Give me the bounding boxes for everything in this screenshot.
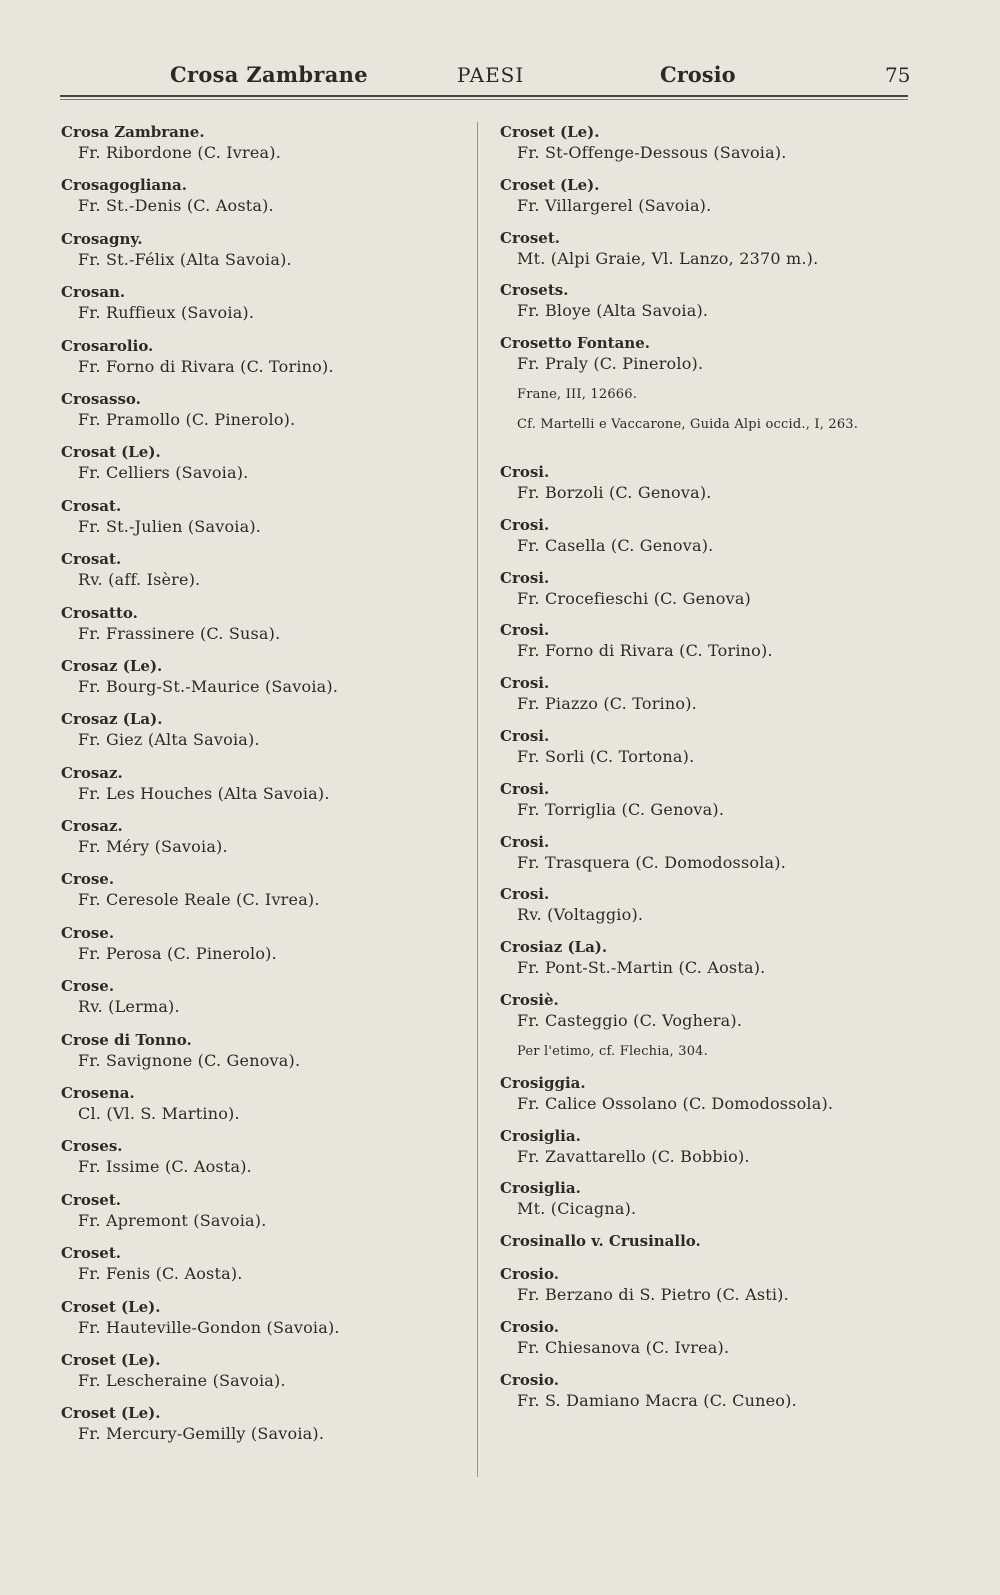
list-item (500, 779, 920, 832)
list-item (61, 1350, 466, 1403)
note-text: Frane, III, 12666. (517, 386, 638, 402)
list-item (61, 923, 466, 976)
list-item (500, 228, 920, 281)
entry-headword: Croset. (61, 1190, 121, 1209)
entry-headword: Crosat (Le). (61, 443, 161, 462)
list-item (61, 442, 466, 495)
entry-headword: Crosagny. (61, 229, 143, 248)
list-item (61, 656, 466, 709)
list-item (500, 620, 920, 673)
header-left-title: Crosa Zambrane (170, 62, 368, 87)
entry-headword: Crosiè. (500, 990, 559, 1009)
entry-detail: Fr. Crocefieschi (C. Genova) (517, 588, 751, 608)
entry-detail: Fr. S. Damiano Macra (C. Cuneo). (517, 1390, 797, 1410)
entry-headword: Croset. (500, 228, 560, 247)
entry-headword: Crosiaz (La). (500, 938, 608, 957)
entry-detail: Fr. St.-Félix (Alta Savoia). (78, 249, 292, 269)
list-item (61, 389, 466, 442)
entry-detail: Rv. (Voltaggio). (517, 905, 644, 925)
list-item (500, 1231, 920, 1264)
entry-headword: Crosi. (500, 779, 550, 798)
entry-headword: Crosio. (500, 1317, 559, 1336)
entry-detail: Fr. Sorli (C. Tortona). (517, 746, 695, 766)
entry-headword: Crosi. (500, 568, 550, 587)
entry-detail: Fr. Casella (C. Genova). (517, 535, 714, 555)
entry-headword: Crosan. (61, 283, 126, 302)
entry-detail: Fr. Savignone (C. Genova). (78, 1050, 301, 1070)
entry-detail: Fr. Fenis (C. Aosta). (78, 1264, 243, 1284)
entry-detail: Fr. Perosa (C. Pinerolo). (78, 943, 277, 963)
entry-headword: Croset. (61, 1244, 121, 1263)
entry-headword: Crosagogliana. (61, 176, 187, 195)
page-header (60, 58, 910, 94)
entry-headword: Crose di Tonno. (61, 1030, 192, 1049)
entry-detail: Fr. Villargerel (Savoia). (517, 195, 712, 215)
entry-detail: Fr. Forno di Rivara (C. Torino). (78, 356, 334, 376)
list-item (500, 1264, 920, 1317)
list-item (500, 726, 920, 779)
entry-detail: Fr. Bourg-St.-Maurice (Savoia). (78, 676, 339, 696)
entry-headword: Crose. (61, 977, 115, 996)
note-block (500, 416, 920, 462)
note-text: Cf. Martelli e Vaccarone, Guida Alpi occid., I, 263. (517, 416, 859, 432)
page-number: 75 (885, 63, 911, 87)
list-item (500, 515, 920, 568)
list-item (500, 884, 920, 937)
list-item (61, 709, 466, 762)
entry-headword: Crosasso. (61, 389, 141, 408)
entry-headword: Crosiglia. (500, 1179, 581, 1198)
entry-detail: Fr. Frassinere (C. Susa). (78, 623, 281, 643)
entry-detail: Fr. Celliers (Savoia). (78, 463, 249, 483)
list-item (500, 1126, 920, 1179)
header-right-title: Crosio (660, 62, 736, 87)
entry-headword: Crosi. (500, 462, 550, 481)
entry-detail: Fr. Méry (Savoia). (78, 837, 228, 857)
entry-detail: Fr. Issime (C. Aosta). (78, 1157, 252, 1177)
list-item (500, 122, 920, 175)
entry-headword: Crosat. (61, 550, 122, 569)
entry-detail: Fr. Pramollo (C. Pinerolo). (78, 409, 296, 429)
entry-headword: Crosi. (500, 515, 550, 534)
right-column (500, 122, 920, 1423)
entry-headword: Croset (Le). (61, 1297, 161, 1316)
list-item (61, 763, 466, 816)
entry-headword: Crosaz. (61, 763, 123, 782)
list-item (500, 280, 920, 333)
header-rule (60, 95, 908, 97)
entry-headword: Crosaz (Le). (61, 656, 163, 675)
entry-detail: Fr. Hauteville-Gondon (Savoia). (78, 1317, 340, 1337)
list-item (61, 816, 466, 869)
entry-headword: Crosi. (500, 621, 550, 640)
entry-headword: Crosio. (500, 1370, 559, 1389)
entry-detail: Fr. Lescheraine (Savoia). (78, 1370, 286, 1390)
list-item (61, 1297, 466, 1350)
list-item (500, 462, 920, 515)
entry-headword: Crosaz. (61, 817, 123, 836)
entry-headword: Croses. (61, 1137, 123, 1156)
entry-detail: Fr. Giez (Alta Savoia). (78, 730, 260, 750)
entry-detail: Fr. Ceresole Reale (C. Ivrea). (78, 890, 320, 910)
list-item (61, 1030, 466, 1083)
entry-headword: Crosets. (500, 281, 569, 300)
entry-headword: Crosinallo v. Crusinallo. (500, 1232, 701, 1251)
entry-headword: Crosena. (61, 1084, 135, 1103)
entry-detail: Cl. (Vl. S. Martino). (78, 1104, 240, 1124)
entry-detail: Fr. Borzoli (C. Genova). (517, 482, 712, 502)
list-item (61, 1403, 466, 1456)
list-item (61, 1136, 466, 1189)
list-item (500, 937, 920, 990)
list-item (500, 333, 920, 386)
note-text: Per l'etimo, cf. Flechia, 304. (517, 1043, 708, 1059)
entry-detail: Fr. Zavattarello (C. Bobbio). (517, 1146, 750, 1166)
entry-headword: Crosi. (500, 832, 550, 851)
list-item (61, 229, 466, 282)
entry-detail: Mt. (Alpi Graie, Vl. Lanzo, 2370 m.). (517, 248, 819, 268)
entry-detail: Fr. Berzano di S. Pietro (C. Asti). (517, 1285, 789, 1305)
entry-headword: Crosatto. (61, 603, 138, 622)
entry-detail: Fr. Torriglia (C. Genova). (517, 799, 725, 819)
entry-detail: Fr. Casteggio (C. Voghera). (517, 1010, 743, 1030)
entry-headword: Crosi. (500, 726, 550, 745)
entry-headword: Crosetto Fontane. (500, 334, 650, 353)
entry-detail: Fr. Ruffieux (Savoia). (78, 303, 255, 323)
entry-headword: Crose. (61, 923, 115, 942)
list-item (61, 282, 466, 335)
entry-detail: Fr. St-Offenge-Dessous (Savoia). (517, 143, 787, 162)
column-divider (477, 122, 478, 1477)
header-rule-thin (60, 99, 908, 100)
list-item (500, 1317, 920, 1370)
entry-detail: Fr. Apremont (Savoia). (78, 1210, 267, 1230)
list-item (61, 336, 466, 389)
list-item (61, 976, 466, 1029)
entry-detail: Fr. Trasquera (C. Domodossola). (517, 852, 786, 872)
entry-detail: Fr. St.-Julien (Savoia). (78, 516, 262, 536)
entry-detail: Fr. Calice Ossolano (C. Domodossola). (517, 1093, 834, 1113)
list-item (500, 175, 920, 228)
entry-headword: Crosaz (La). (61, 710, 163, 729)
entry-detail: Fr. Forno di Rivara (C. Torino). (517, 641, 773, 661)
entry-headword: Crosiglia. (500, 1126, 581, 1145)
list-item (500, 832, 920, 885)
header-section-title: PAESI (457, 63, 525, 87)
entry-headword: Croset (Le). (500, 123, 600, 141)
list-item (500, 1178, 920, 1231)
entry-detail: Fr. Chiesanova (C. Ivrea). (517, 1337, 730, 1357)
entry-headword: Crosarolio. (61, 336, 154, 355)
list-item (61, 549, 466, 602)
list-item (61, 1190, 466, 1243)
list-item (500, 990, 920, 1043)
entry-detail: Fr. Bloye (Alta Savoia). (517, 301, 709, 321)
list-item (500, 1073, 920, 1126)
entry-headword: Crosiggia. (500, 1073, 586, 1092)
list-item (61, 603, 466, 656)
list-item (61, 175, 466, 228)
entry-headword: Crosio. (500, 1265, 559, 1284)
list-item (61, 496, 466, 549)
entry-detail: Rv. (Lerma). (78, 997, 180, 1017)
entry-detail: Fr. Pont-St.-Martin (C. Aosta). (517, 958, 766, 978)
entry-headword: Crosa Zambrane. (61, 123, 205, 141)
list-item (61, 1243, 466, 1296)
entry-headword: Croset (Le). (61, 1350, 161, 1369)
entry-detail: Fr. Piazzo (C. Torino). (517, 694, 697, 714)
entry-headword: Crosat. (61, 496, 122, 515)
entry-headword: Croset (Le). (500, 175, 600, 194)
list-item (500, 673, 920, 726)
entry-detail: Fr. Mercury-Gemilly (Savoia). (78, 1424, 325, 1444)
entry-detail: Fr. St.-Denis (C. Aosta). (78, 196, 274, 216)
entry-detail: Rv. (aff. Isère). (78, 570, 201, 590)
list-item (61, 122, 466, 175)
entry-headword: Crosi. (500, 885, 550, 904)
list-item (500, 568, 920, 621)
left-column (61, 122, 466, 1457)
list-item (61, 869, 466, 922)
list-item (61, 1083, 466, 1136)
entry-detail: Mt. (Cicagna). (517, 1199, 637, 1219)
entry-detail: Fr. Praly (C. Pinerolo). (517, 354, 704, 374)
entry-detail: Fr. Les Houches (Alta Savoia). (78, 783, 330, 803)
note-block (500, 386, 920, 416)
entry-headword: Croset (Le). (61, 1404, 161, 1423)
entry-headword: Crose. (61, 870, 115, 889)
list-item (500, 1370, 920, 1423)
entry-detail: Fr. Ribordone (C. Ivrea). (78, 143, 282, 162)
note-block (500, 1043, 920, 1073)
entry-headword: Crosi. (500, 674, 550, 693)
